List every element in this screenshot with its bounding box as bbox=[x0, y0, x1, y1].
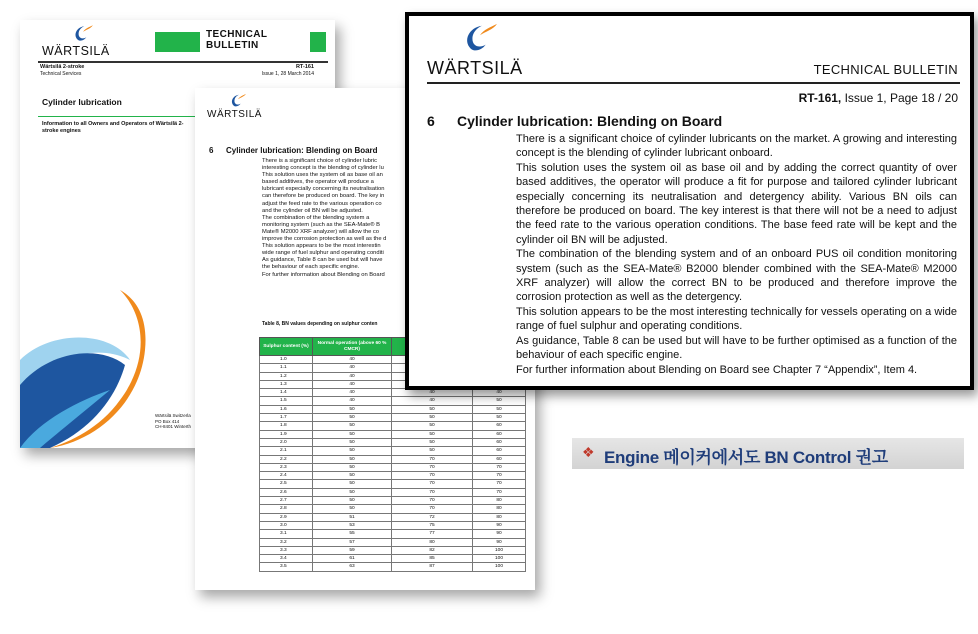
body-paragraph: There is a significant choice of cylinder lubricants on the market. A growing and interesting concept is the blending of cylinder lubricant onboard. bbox=[516, 133, 957, 160]
body-paragraph: This solution uses the system oil as base oil and by adding the correct quantity of over based additives, the operator will produce a fit for purpose and tailored cylinder lubricant especially concerning its neutralisation and detergency ability. Various BN oils can therefore be produced on board. The key interest is that there will not be a need to adjust the feed rate to the various operation conditions. The base feed rate will be kept and the cylinder oil BN will be adjusted. bbox=[516, 161, 957, 246]
banner-text: Engine 메이커에서도 BN Control 권고 bbox=[604, 448, 888, 467]
section-body bbox=[516, 132, 957, 377]
header-green-bar bbox=[155, 32, 200, 52]
table-cell: 40 bbox=[313, 389, 392, 397]
table-cell: 40 bbox=[313, 372, 392, 380]
bulletin-header: TECHNICAL BULLETIN bbox=[813, 62, 958, 77]
table-cell: 51 bbox=[313, 513, 392, 521]
table-row bbox=[260, 447, 526, 455]
bulletin-header: TECHNICAL BULLETIN bbox=[206, 29, 268, 51]
table-cell: 1.7 bbox=[260, 414, 313, 422]
table-cell: 70 bbox=[392, 463, 473, 471]
table-row bbox=[260, 422, 526, 430]
table-cell: 55 bbox=[313, 530, 392, 538]
table-header-cell: Normal operation (above 60 % CMCR) bbox=[313, 338, 392, 356]
table-cell: 70 bbox=[392, 480, 473, 488]
table-cell: 70 bbox=[473, 472, 526, 480]
caption-banner bbox=[572, 438, 964, 469]
document-id: RT-161 bbox=[295, 64, 314, 70]
table-cell: 40 bbox=[473, 389, 526, 397]
table-cell: 1.2 bbox=[260, 372, 313, 380]
table-cell: 50 bbox=[313, 488, 392, 496]
table-cell: 70 bbox=[392, 488, 473, 496]
table-row bbox=[260, 488, 526, 496]
table-cell: 50 bbox=[392, 438, 473, 446]
table-cell: 59 bbox=[313, 546, 392, 554]
table-cell: 70 bbox=[473, 488, 526, 496]
table-header-cell: Sulphur content (%) bbox=[260, 338, 313, 356]
body-line: and the cylinder oil BN will be adjusted. bbox=[262, 207, 363, 214]
table-cell: 40 bbox=[313, 364, 392, 372]
wartsila-logo-icon bbox=[72, 24, 94, 44]
table-row bbox=[260, 497, 526, 505]
table-cell: 60 bbox=[473, 438, 526, 446]
table-cell: 40 bbox=[392, 389, 473, 397]
table-row bbox=[260, 563, 526, 571]
table-cell: 2.6 bbox=[260, 488, 313, 496]
table-cell: 70 bbox=[392, 455, 473, 463]
address-block bbox=[155, 413, 191, 430]
table-cell: 77 bbox=[392, 530, 473, 538]
body-line: based additives, the operator will produce a bbox=[262, 179, 374, 186]
table-cell: 1.0 bbox=[260, 356, 313, 364]
table-cell: 50 bbox=[313, 405, 392, 413]
table-cell: 2.8 bbox=[260, 505, 313, 513]
body-line: can therefore be produced on board. The key in bbox=[262, 193, 385, 200]
table-cell: 50 bbox=[313, 430, 392, 438]
wartsila-logo bbox=[207, 93, 267, 123]
table-cell: 50 bbox=[313, 447, 392, 455]
table-cell: 60 bbox=[473, 422, 526, 430]
table-cell: 40 bbox=[392, 397, 473, 405]
wartsila-logo-icon bbox=[229, 93, 247, 109]
table-cell: 50 bbox=[313, 497, 392, 505]
table-cell: 85 bbox=[392, 555, 473, 563]
table-cell: 1.5 bbox=[260, 397, 313, 405]
body-paragraph: The combination of the blending system and of an onboard PUS oil condition monitoring system (such as the SEA-Mate® B2000 blender combined with the SEA-Mate® M2000 XRF analyzer) will allow the correct BN to be produced and therefore improve the corrosion protection as well as the detergency. bbox=[516, 248, 957, 304]
table-cell: 1.4 bbox=[260, 389, 313, 397]
table-caption: Table 8, BN values depending on sulphur conten bbox=[262, 321, 378, 327]
table-cell: 80 bbox=[473, 505, 526, 513]
address-line: CH-8401 Winterth bbox=[155, 424, 192, 429]
wartsila-logo-icon bbox=[461, 22, 499, 56]
zoomed-bulletin-page bbox=[405, 12, 974, 390]
table-cell: 50 bbox=[313, 463, 392, 471]
table-cell: 61 bbox=[313, 555, 392, 563]
table-cell: 3.0 bbox=[260, 521, 313, 529]
body-line: Mate® M2000 XRF analyzer) will allow the co bbox=[262, 228, 380, 235]
table-row bbox=[260, 521, 526, 529]
body-paragraph: For further information about Blending on Board see Chapter 7 “Appendix”, Item 4. bbox=[516, 363, 918, 376]
table-cell: 50 bbox=[313, 472, 392, 480]
table-cell: 70 bbox=[392, 505, 473, 513]
table-cell: 50 bbox=[313, 505, 392, 513]
cover-info: Information to all Owners and Operators of Wärtsilä 2-stroke engines bbox=[42, 121, 184, 134]
table-cell: 50 bbox=[313, 414, 392, 422]
table-row bbox=[260, 463, 526, 471]
body-line: adjust the feed rate to the various operation co bbox=[262, 200, 382, 207]
address-line: Wärtsilä Switzerla bbox=[155, 413, 191, 418]
body-line: wide range of fuel sulphur and operating conditi bbox=[262, 250, 384, 257]
table-cell: 50 bbox=[392, 422, 473, 430]
table-cell: 50 bbox=[313, 438, 392, 446]
wartsila-logo bbox=[427, 22, 527, 77]
table-cell: 50 bbox=[473, 397, 526, 405]
table-cell: 50 bbox=[392, 430, 473, 438]
table-cell: 50 bbox=[313, 455, 392, 463]
body-line: This solution appears to be the most interestin bbox=[262, 243, 381, 250]
table-cell: 50 bbox=[473, 405, 526, 413]
table-cell: 1.6 bbox=[260, 405, 313, 413]
table-cell: 3.1 bbox=[260, 530, 313, 538]
table-cell: 82 bbox=[392, 546, 473, 554]
table-cell: 40 bbox=[313, 380, 392, 388]
table-cell: 3.3 bbox=[260, 546, 313, 554]
table-row bbox=[260, 505, 526, 513]
body-line: This solution uses the system oil as base oil an bbox=[262, 172, 383, 179]
cover-title: Cylinder lubrication bbox=[42, 97, 122, 107]
table-row bbox=[260, 530, 526, 538]
table-cell: 80 bbox=[473, 497, 526, 505]
table-row bbox=[260, 397, 526, 405]
company-name: Wärtsilä 2-stroke bbox=[40, 64, 85, 70]
body-line: lubricant especially concerning its neutralisation bbox=[262, 186, 385, 193]
table-row bbox=[260, 405, 526, 413]
table-cell: 100 bbox=[473, 555, 526, 563]
address-line: PO Box 414 bbox=[155, 418, 180, 424]
table-cell: 2.3 bbox=[260, 463, 313, 471]
page-reference bbox=[799, 91, 958, 105]
table-cell: 72 bbox=[392, 513, 473, 521]
table-row bbox=[260, 430, 526, 438]
table-cell: 75 bbox=[392, 521, 473, 529]
table-cell: 57 bbox=[313, 538, 392, 546]
table-cell: 60 bbox=[473, 447, 526, 455]
table-cell: 1.9 bbox=[260, 430, 313, 438]
body-line: There is a significant choice of cylinder lubric bbox=[262, 158, 378, 164]
divider bbox=[427, 82, 960, 84]
body-paragraph: As guidance, Table 8 can be used but will have to be further optimised as a function of the behaviour of each specific engine. bbox=[516, 334, 957, 362]
table-cell: 80 bbox=[392, 538, 473, 546]
issue-date: Issue 1, 28 March 2014 bbox=[261, 71, 314, 77]
table-cell: 50 bbox=[392, 405, 473, 413]
table-row bbox=[260, 414, 526, 422]
body-line: monitoring system (such as the SEA-Mate® B bbox=[262, 221, 380, 228]
logo-wordmark: WÄRTSILÄ bbox=[42, 44, 110, 58]
table-cell: 50 bbox=[313, 422, 392, 430]
table-cell: 60 bbox=[473, 430, 526, 438]
table-cell: 2.9 bbox=[260, 513, 313, 521]
diamond-bullet-icon: ❖ bbox=[582, 444, 595, 460]
table-cell: 2.1 bbox=[260, 447, 313, 455]
table-cell: 90 bbox=[473, 530, 526, 538]
wartsila-logo bbox=[42, 24, 122, 60]
body-line: As guidance, Table 8 can be used but will have bbox=[262, 257, 383, 264]
table-cell: 100 bbox=[473, 546, 526, 554]
section-number: 6 bbox=[209, 146, 214, 155]
department: Technical Services bbox=[40, 71, 82, 77]
table-cell: 40 bbox=[313, 397, 392, 405]
table-cell: 3.2 bbox=[260, 538, 313, 546]
table-row bbox=[260, 472, 526, 480]
body-paragraph: This solution appears to be the most interesting technically for vessels operating on a wide range of fuel sulphur and operating conditions. bbox=[516, 305, 957, 333]
table-cell: 50 bbox=[313, 480, 392, 488]
table-cell: 100 bbox=[473, 563, 526, 571]
table-cell: 2.7 bbox=[260, 497, 313, 505]
body-line: The combination of the blending system a bbox=[262, 214, 370, 221]
table-cell: 2.5 bbox=[260, 480, 313, 488]
section-title: Cylinder lubrication: Blending on Board bbox=[226, 146, 378, 155]
body-line: For further information about Blending on Board bbox=[262, 271, 385, 278]
table-cell: 60 bbox=[473, 455, 526, 463]
table-cell: 3.5 bbox=[260, 563, 313, 571]
table-cell: 40 bbox=[313, 356, 392, 364]
table-cell: 90 bbox=[473, 521, 526, 529]
table-row bbox=[260, 538, 526, 546]
table-cell: 3.4 bbox=[260, 555, 313, 563]
table-cell: 70 bbox=[392, 472, 473, 480]
header-green-bar-right bbox=[310, 32, 326, 52]
section-number: 6 bbox=[427, 113, 435, 129]
divider bbox=[38, 61, 328, 63]
body-line: the behaviour of each specific engine. bbox=[262, 264, 360, 271]
table-cell: 63 bbox=[313, 563, 392, 571]
document-id: RT-161, bbox=[798, 91, 842, 105]
table-cell: 50 bbox=[473, 414, 526, 422]
table-cell: 80 bbox=[473, 513, 526, 521]
table-cell: 70 bbox=[473, 463, 526, 471]
table-row bbox=[260, 513, 526, 521]
table-cell: 1.3 bbox=[260, 380, 313, 388]
table-row bbox=[260, 455, 526, 463]
table-cell: 50 bbox=[392, 414, 473, 422]
body-line: improve the corrosion protection as well as the d bbox=[262, 236, 387, 243]
table-cell: 2.2 bbox=[260, 455, 313, 463]
table-row bbox=[260, 546, 526, 554]
table-cell: 1.8 bbox=[260, 422, 313, 430]
section-title: Cylinder lubrication: Blending on Board bbox=[457, 113, 723, 129]
table-cell: 87 bbox=[392, 563, 473, 571]
table-cell: 90 bbox=[473, 538, 526, 546]
table-row bbox=[260, 555, 526, 563]
table-row bbox=[260, 438, 526, 446]
table-cell: 1.1 bbox=[260, 364, 313, 372]
table-cell: 2.4 bbox=[260, 472, 313, 480]
table-cell: 53 bbox=[313, 521, 392, 529]
table-row bbox=[260, 480, 526, 488]
logo-wordmark: WÄRTSILÄ bbox=[427, 58, 523, 78]
table-cell: 70 bbox=[473, 480, 526, 488]
body-line: interesting concept is the blending of cylinder lu bbox=[262, 165, 384, 172]
table-cell: 70 bbox=[392, 497, 473, 505]
logo-wordmark: WÄRTSILÄ bbox=[207, 109, 262, 120]
table-cell: 50 bbox=[392, 447, 473, 455]
page-info: Issue 1, Page 18 / 20 bbox=[841, 91, 958, 105]
table-cell: 2.0 bbox=[260, 438, 313, 446]
